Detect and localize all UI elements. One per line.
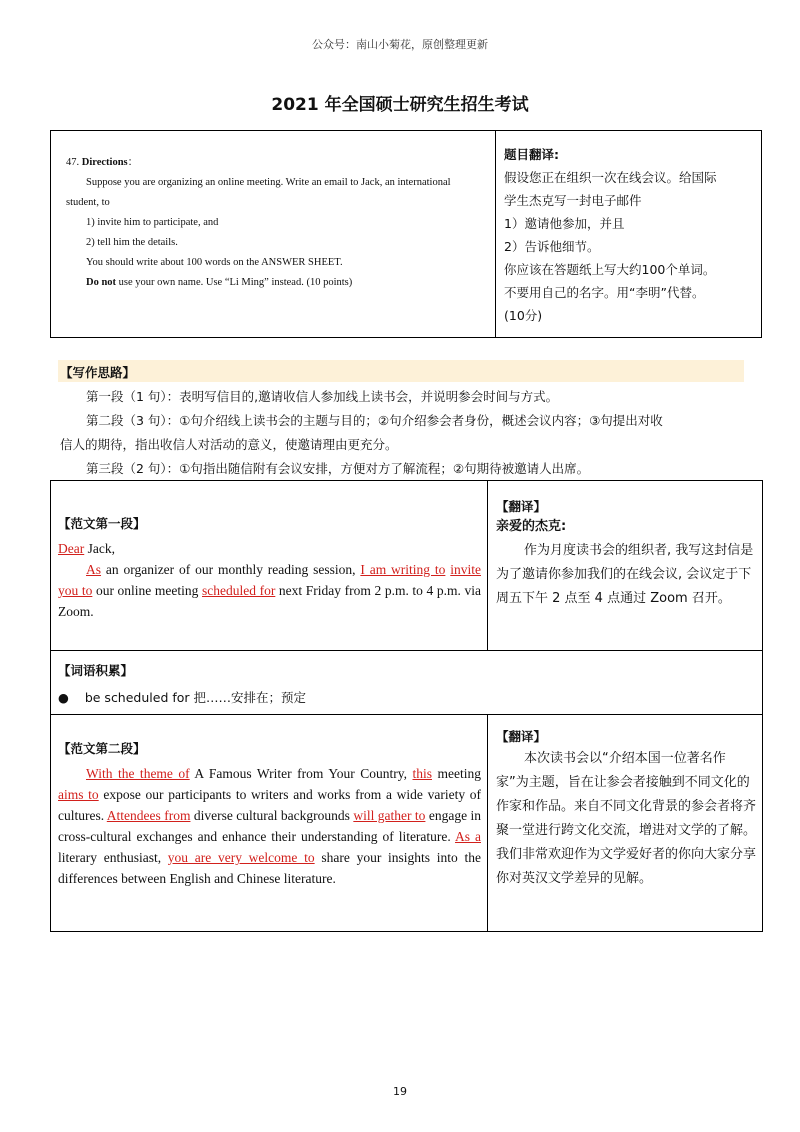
trans-2-label: 【翻译】	[496, 729, 547, 744]
trans-1-greeting: 亲爱的杰克:	[496, 519, 567, 534]
bullet-icon: ●	[58, 690, 69, 705]
para-2-label: 【范文第二段】	[58, 741, 146, 756]
translation-line: 不要用自己的名字。用“李明”代替。	[504, 285, 705, 300]
writing-approach-label: 【写作思路】	[60, 365, 136, 380]
trans-2-body: 本次读书会以“介绍本国一位著名作家”为主题，旨在让参会者接触到不同文化的作家和作品。来自不同文化背景的参会者将齐聚一堂进行跨文化交流，增进对文学的了解。我们非常欢迎作为文学爱好者的你向大家分享你对英汉文学差异的见解。	[496, 751, 757, 886]
vocab-row	[51, 651, 762, 715]
directions-heading: 47. Directions：	[66, 157, 139, 168]
approach-para-3: 第三段（2 句）：①句指出随信附有会议安排，方便对方了解流程；②句期待被邀请人出席。	[86, 461, 590, 476]
para-1-label: 【范文第一段】	[58, 516, 146, 531]
vocab-item: ● be scheduled for 把……安排在；预定	[58, 690, 307, 705]
page-number: 19	[393, 1085, 407, 1098]
essay-trans-2-cell	[488, 715, 762, 931]
translation-label: 题目翻译:	[504, 147, 559, 162]
translation-line: 1）邀请他参加，并且	[504, 216, 625, 231]
essay-para-1-cell	[51, 481, 488, 650]
section-band	[58, 360, 744, 382]
approach-para-2: 第二段（3 句）：①句介绍线上读书会的主题与目的；②句介绍参会者身份，概述会议内容；③句提出对收	[86, 413, 663, 428]
page-title: 2021 年全国硕士研究生招生考试	[271, 95, 529, 115]
para-1-greeting: Dear Jack,	[58, 541, 115, 556]
trans-1-body: 作为月度读书会的组织者, 我写这封信是为了邀请你参加我们的在线会议, 会议定于下周五下午 2 点至 4 点通过 Zoom 召开。	[496, 543, 754, 606]
para-1-body: As an organizer of our monthly reading session, I am writing to invite you to our online meeting scheduled for next Friday from 2 p.m. to 4 p.m. via Zoom.	[58, 562, 481, 619]
translation-line: (10分)	[504, 308, 543, 323]
directions-line: Suppose you are organizing an online meeting. Write an email to Jack, an international	[86, 177, 451, 188]
approach-para-1: 第一段（1 句）：表明写信目的,邀请收信人参加线上读书会，并说明参会时间与方式。	[86, 389, 559, 404]
vocab-label: 【词语积累】	[58, 663, 134, 678]
translation-line: 学生杰克写一封电子邮件	[504, 193, 642, 208]
page-header: 公众号：南山小菊花，原创整理更新	[312, 38, 488, 51]
essay-para-2-cell	[51, 715, 488, 931]
directions-line: Do not use your own name. Use “Li Ming” instead. (10 points)	[86, 277, 353, 288]
directions-line: You should write about 100 words on the ANSWER SHEET.	[86, 257, 343, 268]
question-translation	[496, 131, 761, 337]
essay-row-1	[51, 481, 762, 651]
sample-essay-table	[50, 480, 763, 932]
question-table	[50, 130, 762, 338]
directions-line: 1) invite him to participate, and	[86, 217, 219, 228]
trans-1-label: 【翻译】	[496, 499, 547, 514]
essay-trans-1-cell	[488, 481, 762, 650]
translation-line: 假设您正在组织一次在线会议。给国际	[504, 170, 717, 185]
directions-line: student, to	[66, 197, 110, 208]
essay-row-2	[51, 715, 762, 931]
approach-para-2-cont: 信人的期待，指出收信人对活动的意义，使邀请理由更充分。	[60, 437, 398, 452]
translation-line: 2）告诉他细节。	[504, 239, 600, 254]
translation-line: 你应该在答题纸上写大约100个单词。	[504, 262, 716, 277]
question-directions	[51, 131, 496, 337]
para-2-body: With the theme of A Famous Writer from Your Country, this meeting aims to expose our participants to writers and works from a wide variety of cultures. Attendees from diverse cultural backgrounds will gather to engage in cross-cultural exchanges and enhance their understanding of literature. As a literary enthusiast, you are very welcome to share your insights into the differences between English and Chinese literature.	[58, 766, 481, 886]
directions-line: 2) tell him the details.	[86, 237, 178, 248]
